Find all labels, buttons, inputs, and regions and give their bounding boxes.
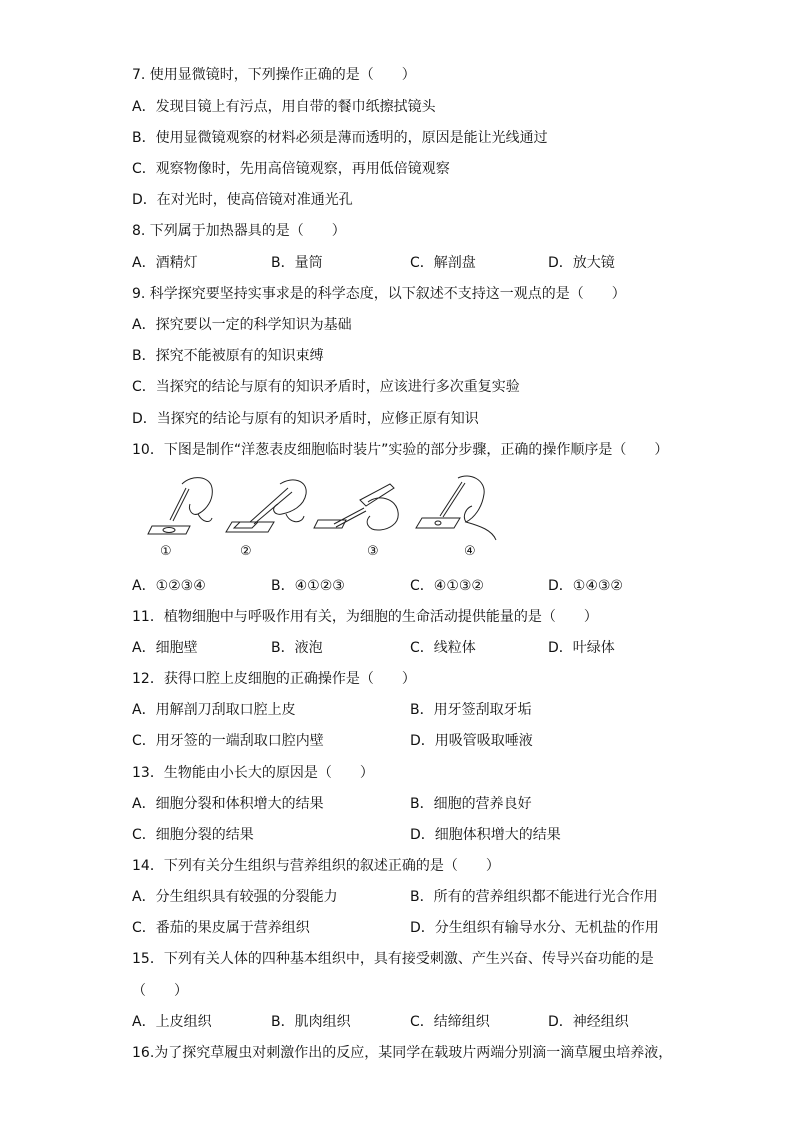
question-15-option-b: B．肌肉组织: [271, 1014, 351, 1030]
question-12-option-b: B．用牙签刮取牙垢: [410, 702, 532, 718]
question-13-option-a: A．细胞分裂和体积增大的结果: [132, 796, 324, 812]
question-9-option-a: A．探究要以一定的科学知识为基础: [132, 317, 352, 333]
question-15-option-c: C．结缔组织: [410, 1014, 490, 1030]
question-12-option-a: A．用解剖刀刮取口腔上皮: [132, 702, 296, 718]
question-10-stem: 10．下图是制作“洋葱表皮细胞临时装片”实验的部分步骤，正确的操作顺序是（ ）: [132, 442, 669, 458]
question-8-option-a: A．酒精灯: [132, 255, 198, 271]
question-10-option-a: A．①②③④: [132, 578, 206, 594]
question-10-option-b: B．④①②③: [271, 578, 345, 594]
question-15-option-a: A．上皮组织: [132, 1014, 212, 1030]
question-13-option-b: B．细胞的营养良好: [410, 796, 532, 812]
question-13-option-c: C．细胞分裂的结果: [132, 827, 254, 843]
question-15-option-d: D．神经组织: [548, 1014, 629, 1030]
question-10-option-d: D．①④③②: [548, 578, 623, 594]
question-14-option-d: D．分生组织有输导水分、无机盐的作用: [410, 920, 659, 936]
question-9-option-d: D．当探究的结论与原有的知识矛盾时，应修正原有知识: [132, 411, 479, 427]
question-9-option-c: C．当探究的结论与原有的知识矛盾时，应该进行多次重复实验: [132, 379, 520, 395]
step-4-illustration: [416, 476, 496, 540]
question-14-stem: 14．下列有关分生组织与营养组织的叙述正确的是（ ）: [132, 858, 500, 874]
question-11-option-d: D．叶绿体: [548, 640, 615, 656]
slide-steps-illustration: [140, 470, 520, 546]
step-2-illustration: [226, 480, 306, 532]
figure-label-4: ④: [464, 544, 476, 559]
question-7-option-c: C．观察物像时，先用高倍镜观察，再用低倍镜观察: [132, 161, 450, 177]
question-7-stem: 7. 使用显微镜时，下列操作正确的是（ ）: [132, 67, 416, 83]
question-12-option-c: C．用牙签的一端刮取口腔内壁: [132, 733, 324, 749]
question-9-option-b: B．探究不能被原有的知识束缚: [132, 348, 324, 364]
question-13-stem: 13．生物能由小长大的原因是（ ）: [132, 765, 374, 781]
question-8-option-c: C．解剖盘: [410, 255, 476, 271]
question-13-option-d: D．细胞体积增大的结果: [410, 827, 561, 843]
slide-preparation-figure: [140, 470, 520, 570]
question-9-stem: 9. 科学探究要坚持实事求是的科学态度，以下叙述不支持这一观点的是（ ）: [132, 286, 626, 302]
step-1-illustration: [148, 478, 212, 534]
question-15-stem: 15．下列有关人体的四种基本组织中，具有接受刺激、产生兴奋、传导兴奋功能的是: [132, 951, 654, 967]
question-12-stem: 12．获得口腔上皮细胞的正确操作是（ ）: [132, 671, 416, 687]
question-7-option-a: A．发现目镜上有污点，用自带的餐巾纸擦拭镜头: [132, 99, 436, 115]
question-12-option-d: D．用吸管吸取唾液: [410, 733, 533, 749]
question-14-option-c: C．番茄的果皮属于营养组织: [132, 920, 310, 936]
question-14-option-a: A．分生组织具有较强的分裂能力: [132, 889, 338, 905]
question-14-option-b: B．所有的营养组织都不能进行光合作用: [410, 889, 658, 905]
question-11-stem: 11．植物细胞中与呼吸作用有关，为细胞的生命活动提供能量的是（ ）: [132, 609, 598, 625]
question-15-stem-continuation: （ ）: [132, 983, 188, 999]
question-7-option-d: D．在对光时，使高倍镜对准通光孔: [132, 192, 353, 208]
question-8-stem: 8. 下列属于加热器具的是（ ）: [132, 223, 346, 239]
figure-label-2: ②: [240, 544, 252, 559]
step-3-illustration: [314, 484, 398, 530]
question-10-option-c: C．④①③②: [410, 578, 484, 594]
figure-label-3: ③: [367, 544, 379, 559]
question-11-option-b: B．液泡: [271, 640, 323, 656]
question-8-option-d: D．放大镜: [548, 255, 615, 271]
question-11-option-a: A．细胞壁: [132, 640, 198, 656]
figure-label-1: ①: [160, 544, 172, 559]
question-11-option-c: C．线粒体: [410, 640, 476, 656]
question-7-option-b: B．使用显微镜观察的材料必须是薄而透明的，原因是能让光线通过: [132, 130, 548, 146]
question-8-option-b: B．量筒: [271, 255, 323, 271]
question-16-stem: 16.为了探究草履虫对刺激作出的反应，某同学在载玻片两端分别滴一滴草履虫培养液，: [132, 1045, 673, 1061]
